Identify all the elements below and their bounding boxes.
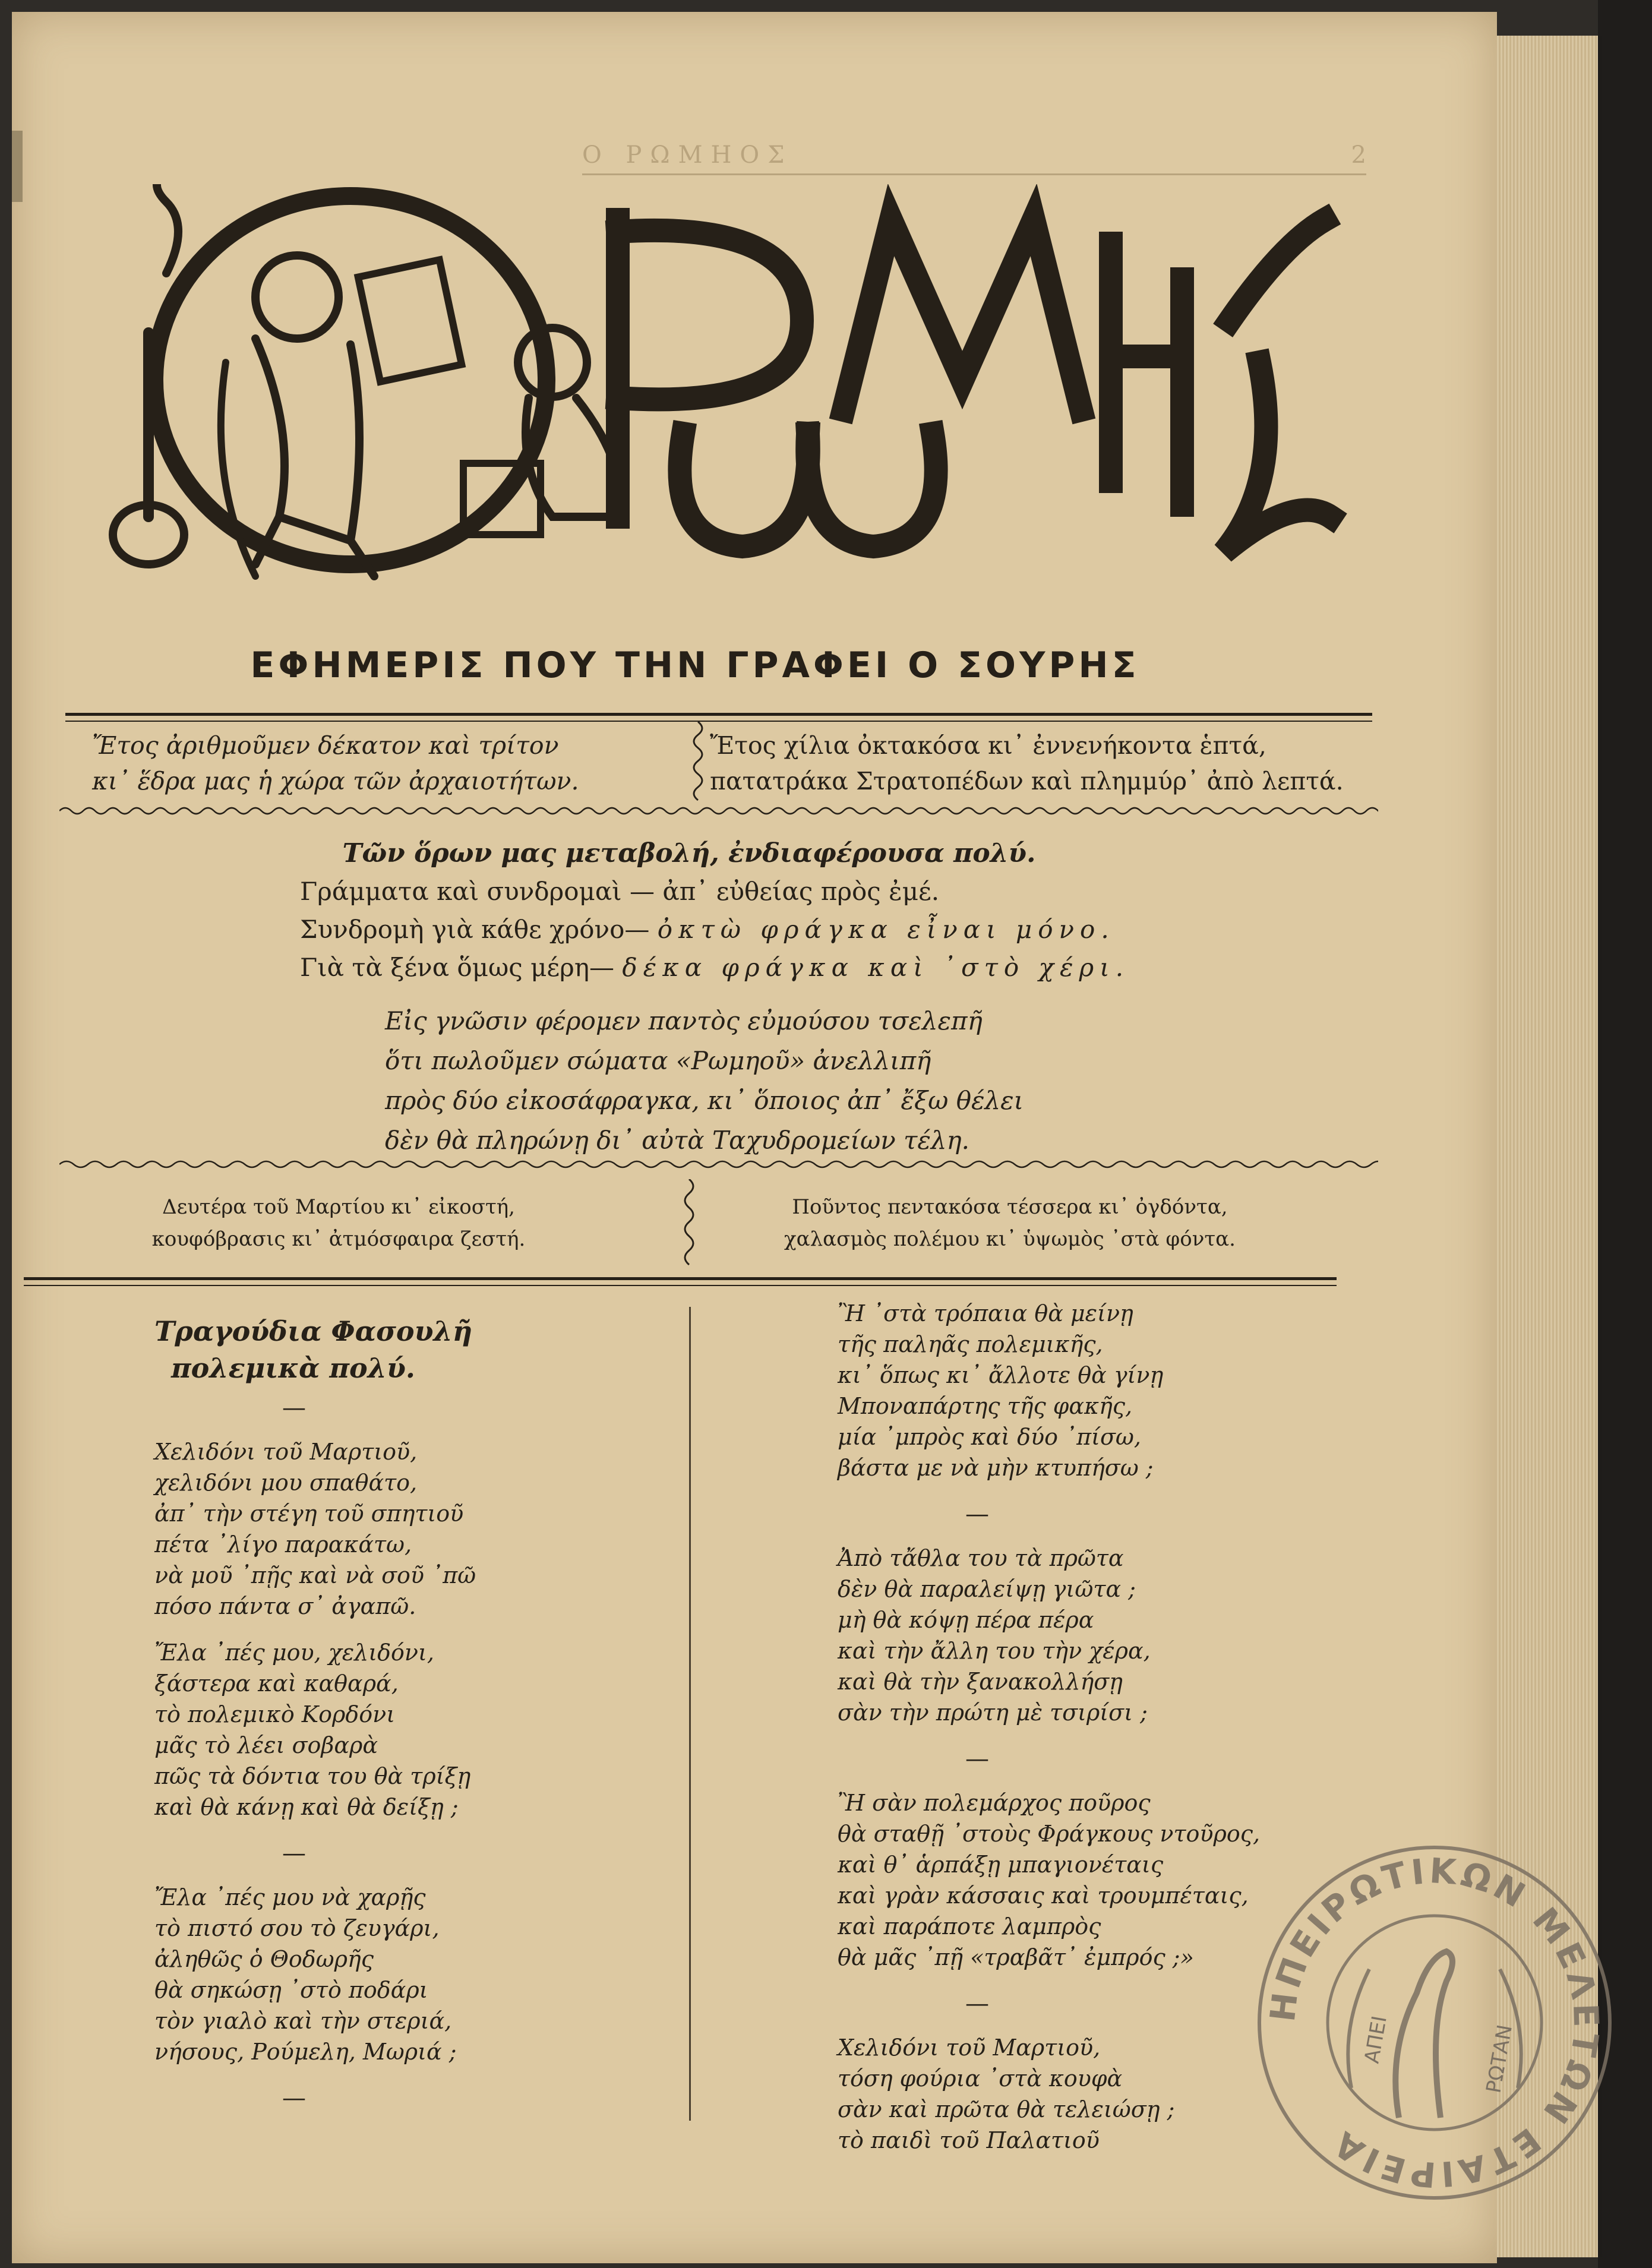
verse-line: θὰ σηκώσῃ ᾽στὸ ποδάρι [154, 1977, 428, 2003]
wavy-rule-2 [59, 1155, 1378, 1173]
stanza-separator: — [282, 2084, 306, 2112]
year-banner-left-line-2: κι᾽ ἕδρα μας ἡ χώρα τῶν ἀρχαιοτήτων. [92, 767, 579, 795]
verse-line: καὶ θὰ κάνῃ καὶ θὰ δείξῃ ; [154, 1794, 459, 1820]
verse-line: δὲν θὰ παραλείψῃ γιῶτα ; [838, 1576, 1136, 1602]
terms-line-1-label: Γράμματα καὶ συνδρομαὶ — [300, 877, 655, 906]
verse-line: καὶ γρὰν κάσσαις καὶ τρουμπέταις, [838, 1882, 1249, 1909]
tagline: ΕΦΗΜΕΡΙΣ ΠΟΥ ΤΗΝ ΓΡΑΦΕΙ Ο ΣΟΥΡΗΣ [250, 645, 1140, 686]
verse-line: βάστα με νὰ μὴν κτυπήσω ; [838, 1455, 1154, 1481]
running-head-title: Ο ΡΩΜΗΟΣ [582, 141, 793, 169]
verse-line: τὸ πολεμικὸ Κορδόνι [154, 1701, 396, 1727]
year-banner-right [710, 728, 1344, 799]
newspaper-held [358, 260, 462, 381]
stanza-separator: — [965, 1745, 989, 1773]
year-banner-left-line-1: Ἔτος ἀριθμοῦμεν δέκατον καὶ τρίτον [92, 731, 559, 760]
column-divider [689, 1307, 691, 2121]
dateline-right [748, 1191, 1271, 1255]
man-head [255, 255, 339, 339]
poem-left-column [154, 1313, 630, 2127]
verse-line: Ἔλα ᾽πές μου, χελιδόνι, [154, 1640, 434, 1666]
verse-line: τῆς παληᾶς πολεμικῆς, [838, 1331, 1103, 1357]
dateline-divider [677, 1179, 701, 1265]
verse-line: καὶ θὰ τὴν ξανακολλήσῃ [838, 1669, 1123, 1695]
stanza-separator: — [965, 1990, 989, 2017]
verse-line: μᾶς τὸ λέει σοβαρὰ [154, 1732, 378, 1758]
dateline-right-line-2: χαλασμὸς πολέμου κι᾽ ὑψωμὸς ᾽στὰ φόντα. [784, 1227, 1236, 1251]
logo-letters [618, 220, 1331, 552]
verse-line: θὰ σταθῇ ᾽στοὺς Φράγκους ντοῦρος, [838, 1821, 1261, 1847]
stanza [838, 2032, 1313, 2156]
verse-line: καὶ τὴν ἄλλη του τὴν χέρα, [838, 1638, 1151, 1664]
verse-line: ἀληθῶς ὁ Θοδωρῆς [154, 1946, 374, 1972]
terms-line-1 [300, 873, 1378, 911]
rule-above-poem [24, 1277, 1337, 1286]
terms-title: Τῶν ὅρων μας μεταβολή, ἐνδιαφέρουσα πολύ. [342, 838, 1036, 868]
stamp-ring-text: ΗΠΕΙΡΩΤΙΚΩΝ ΜΕΛΕΤΩΝ ΕΤΑΙΡΕΙΑ [1262, 1850, 1607, 2196]
pipe-smoke [157, 184, 178, 273]
dateline-right-line-1: Ποῦντος πεντακόσα τέσσερα κι᾽ ὀγδόντα, [792, 1195, 1228, 1219]
verse-line: Ἢ σὰν πολεμάρχος ποῦρος [838, 1790, 1151, 1816]
verse-line: ξάστερα καὶ καθαρά, [154, 1670, 399, 1697]
logo-o-ring [154, 196, 547, 564]
notice-line-1: Εἰς γνῶσιν φέρομεν παντὸς εὐμούσου τσελεπῆ [385, 1006, 983, 1035]
wavy-rule-1 [59, 802, 1378, 820]
notice-line-3: πρὸς δύο εἰκοσάφραγκα, κι᾽ ὅποιος ἀπ᾽ ἔξω θέλει [385, 1086, 1024, 1115]
terms-line-1-value: ἀπ᾽ εὐθείας πρὸς ἐμέ. [662, 877, 940, 906]
subscription-terms [12, 835, 1378, 987]
stanza [154, 1436, 630, 1622]
verse-line: Ἀπὸ τἄθλα του τὰ πρῶτα [838, 1545, 1124, 1571]
verse-line: Χελιδόνι τοῦ Μαρτιοῦ, [838, 2035, 1101, 2061]
verse-line: πῶς τὰ δόντια του θὰ τρίξῃ [154, 1763, 471, 1789]
heron-figure [1395, 1951, 1452, 2118]
dateline-left-line-1: Δευτέρα τοῦ Μαρτίου κι᾽ εἰκοστή, [162, 1195, 515, 1219]
verse-line: μία ᾽μπρὸς καὶ δύο ᾽πίσω, [838, 1424, 1141, 1450]
verse-line: Ἔλα ᾽πές μου νὰ χαρῇς [154, 1884, 426, 1910]
year-banner-left [92, 728, 579, 799]
year-banner-right-line-2: πατατράκα Στρατοπέδων καὶ πλημμύρ᾽ ἀπὸ λεπτά. [710, 767, 1344, 795]
stamp-left-text: ΑΠΕΙ [1360, 2014, 1392, 2065]
verse-line: Χελιδόνι τοῦ Μαρτιοῦ, [154, 1439, 418, 1465]
library-stamp [1250, 1839, 1619, 2207]
verse-line: καὶ θ᾽ ἁρπάξῃ μπαγιονέταις [838, 1852, 1164, 1878]
verse-line: χελιδόνι μου σπαθάτο, [154, 1470, 418, 1496]
verse-line: νήσους, Ρούμελη, Μωριά ; [154, 2039, 457, 2065]
stanza [838, 1298, 1313, 1483]
dateline-left-line-2: κουφόβρασις κι᾽ ἀτμόσφαιρα ζεστή. [151, 1227, 526, 1251]
verse-line: σὰν τὴν πρώτη μὲ τσιρίσι ; [838, 1700, 1148, 1726]
masthead [101, 184, 1348, 600]
terms-line-2-label: Συνδρομὴ γιὰ κάθε χρόνο— [300, 915, 650, 944]
stanza [838, 1787, 1313, 1973]
running-head [582, 141, 1366, 175]
verse-line: νὰ μοῦ ᾽πῇς καὶ νὰ σοῦ ᾽πῶ [154, 1562, 476, 1588]
poem-right-column [838, 1298, 1313, 2171]
verse-line: θὰ μᾶς ᾽πῇ «τραβᾶτ᾽ ἐμπρός ;» [838, 1944, 1194, 1970]
poem-title-line-2: πολεμικὰ πολύ. [171, 1352, 415, 1384]
binding-mark [12, 131, 23, 202]
notice-line-4: δὲν θὰ πληρώνῃ δι᾽ αὐτὰ Ταχυδρομείων τέλη. [385, 1126, 969, 1155]
masthead-illustration [101, 184, 1348, 600]
page-number: 2 [1351, 141, 1366, 169]
stanza [838, 1543, 1313, 1728]
verse-line: Μποναπάρτης τῆς φακῆς, [838, 1393, 1133, 1419]
stanza [154, 1882, 630, 2067]
verse-line: σὰν καὶ πρῶτα θὰ τελειώσῃ ; [838, 2096, 1175, 2122]
man-body [255, 339, 359, 541]
dateline-left [125, 1191, 552, 1255]
terms-line-3 [300, 949, 1378, 987]
stamp-right-text: ΡΩΤΑΝ [1482, 2023, 1517, 2095]
verse-line: πόσο πάντα σ᾽ ἀγαπῶ. [154, 1593, 416, 1619]
verse-line: τὸ πιστό σου τὸ ζευγάρι, [154, 1915, 440, 1941]
year-banner-right-line-1: Ἔτος χίλια ὀκτακόσα κι᾽ ἐννενήκοντα ἑπτά, [710, 731, 1266, 760]
verse-line: τόση φούρια ᾽στὰ κουφὰ [838, 2065, 1123, 2092]
terms-line-2 [300, 911, 1378, 949]
stanza-separator: — [282, 1394, 306, 1422]
banner-divider [686, 722, 710, 802]
rule-under-tagline [65, 713, 1372, 722]
stanza-separator: — [965, 1501, 989, 1528]
stanza [154, 1637, 630, 1822]
verse-line: πέτα ᾽λίγο παρακάτω, [154, 1531, 412, 1558]
poem-title [154, 1313, 630, 1386]
poem-title-line-1: Τραγούδια Φασουλῆ [154, 1315, 473, 1347]
terms-line-2-value: ὀκτὼ φράγκα εἶναι μόνο. [657, 915, 1115, 944]
notice-line-2: ὅτι πωλοῦμεν σώματα «Ρωμηοῦ» ἀνελλιπῆ [385, 1046, 931, 1075]
terms-line-3-label: Γιὰ τὰ ξένα ὅμως μέρη— [300, 953, 615, 982]
verse-line: ἀπ᾽ τὴν στέγη τοῦ σπητιοῦ [154, 1501, 464, 1527]
sales-notice [385, 1001, 1024, 1160]
verse-line: μὴ θὰ κόψῃ πέρα πέρα [838, 1607, 1094, 1633]
verse-line: κι᾽ ὅπως κι᾽ ἄλλοτε θὰ γίνῃ [838, 1362, 1164, 1388]
terms-line-3-value: δέκα φράγκα καὶ ᾽στὸ χέρι. [622, 953, 1130, 982]
verse-line: Ἢ ᾽στὰ τρόπαια θὰ μείνῃ [838, 1300, 1133, 1326]
verse-line: τὸ παιδὶ τοῦ Παλατιοῦ [838, 2127, 1100, 2153]
verse-line: καὶ παράποτε λαμπρὸς [838, 1913, 1101, 1940]
stanza-separator: — [282, 1840, 306, 1867]
verse-line: τὸν γιαλὸ καὶ τὴν στεριά, [154, 2008, 452, 2034]
